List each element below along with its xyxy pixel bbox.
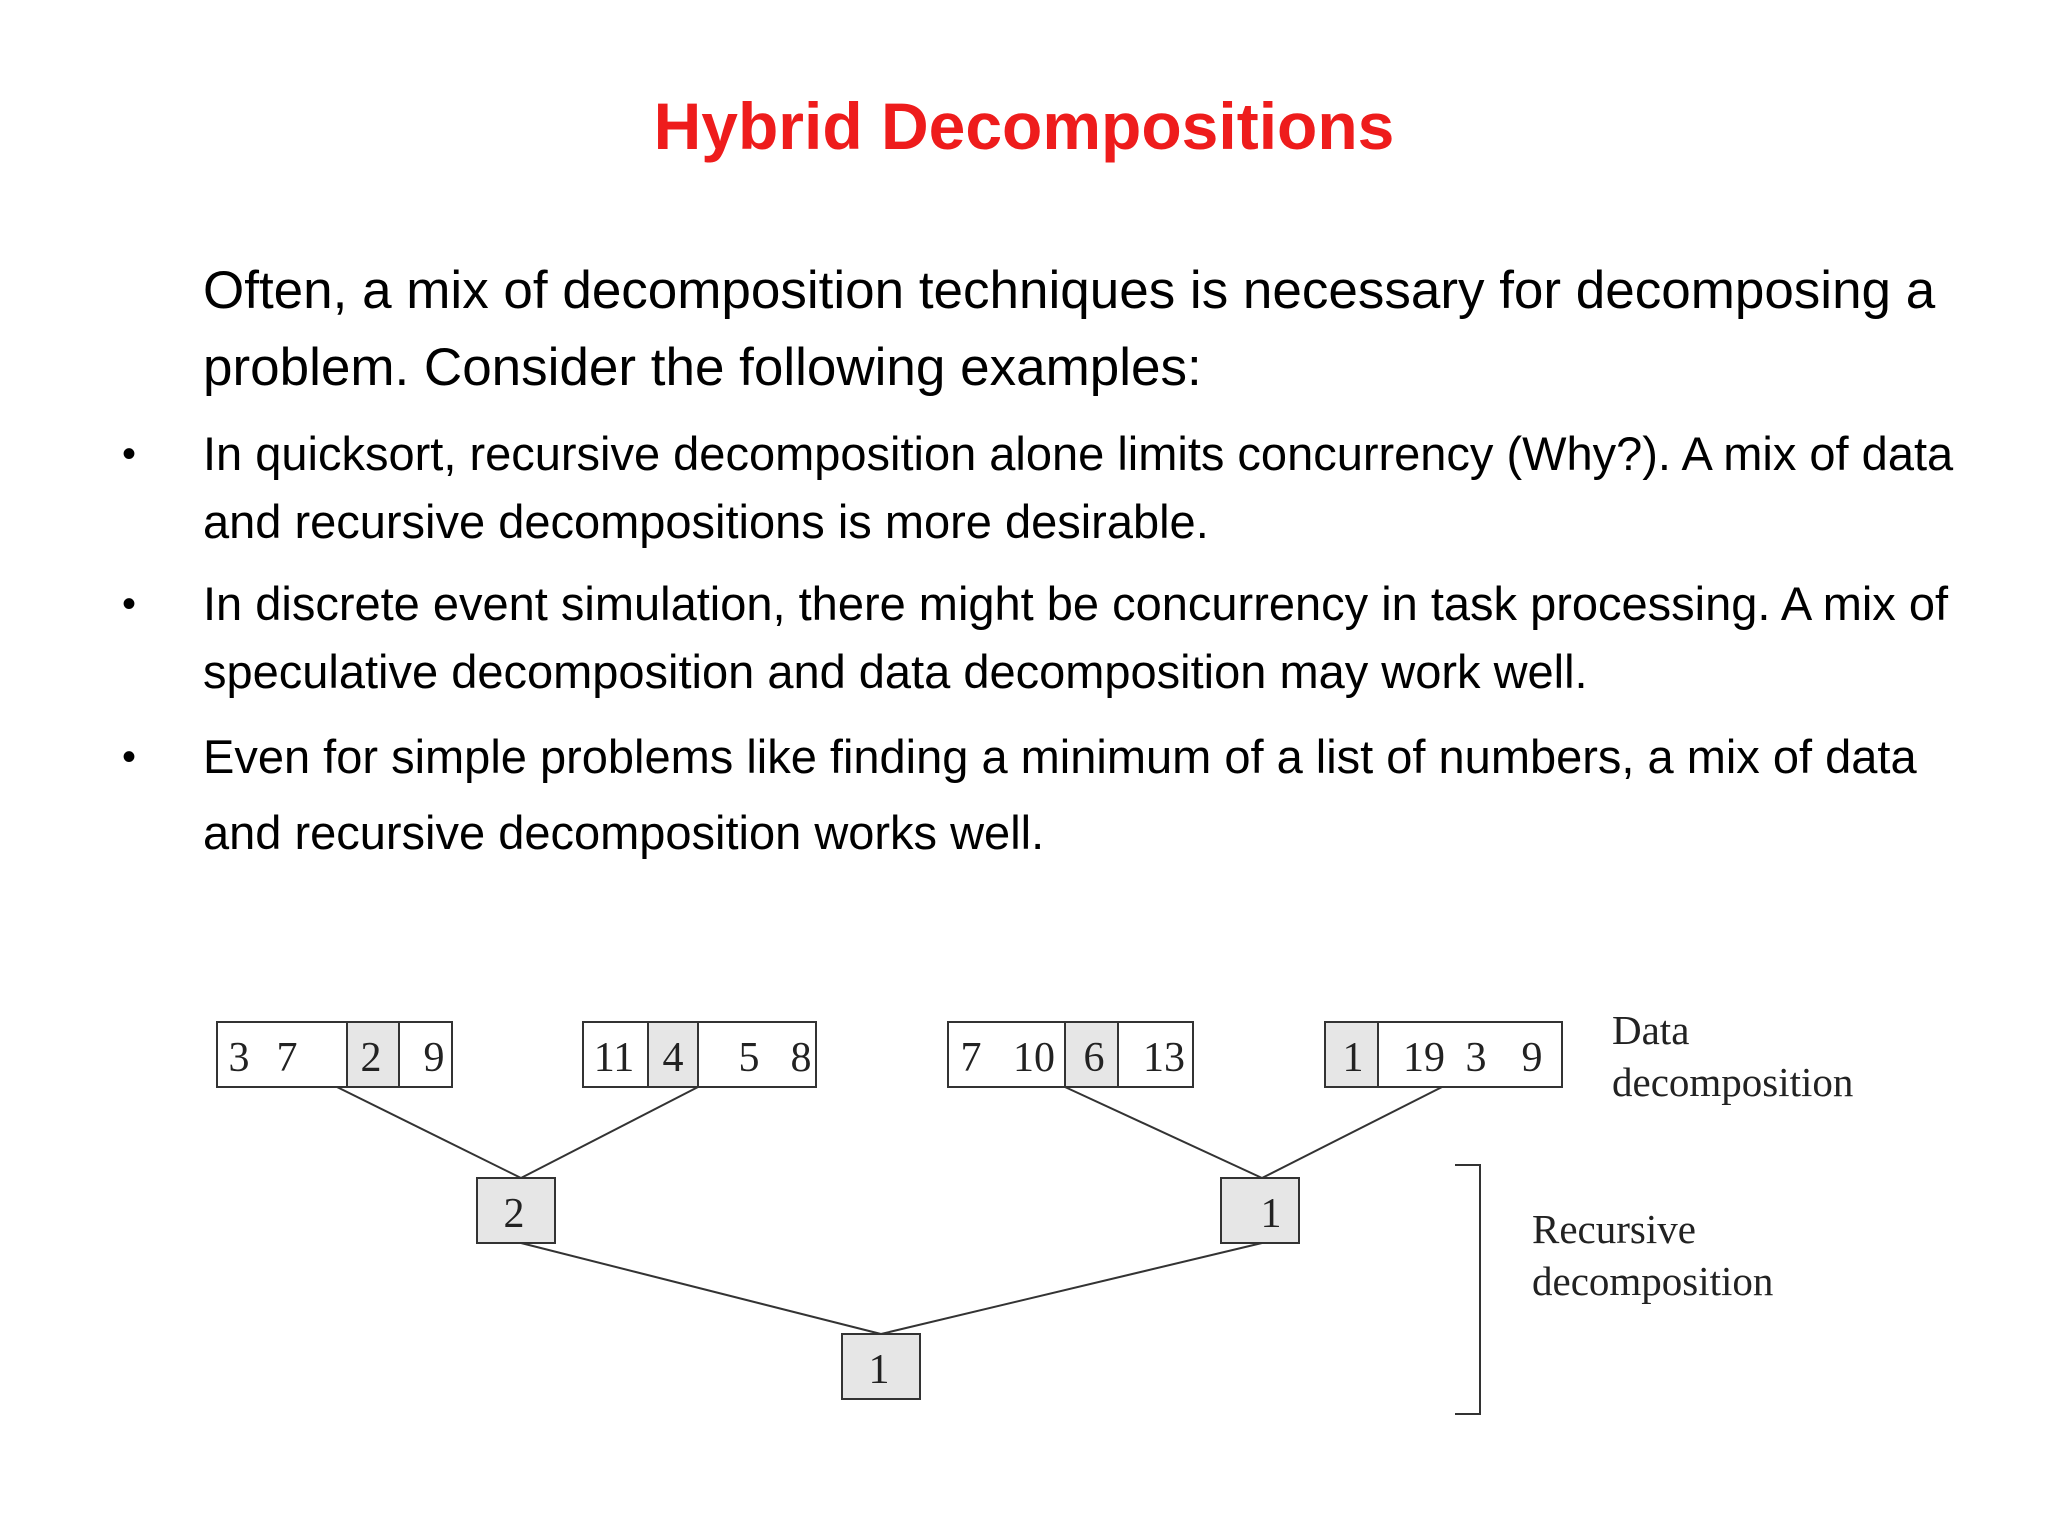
bullet-text: Even for simple problems like finding a minimum of a list of numbers, a mix of data and recursive decomposition works well. — [203, 730, 1917, 859]
array-cell-value: 6 — [1083, 1035, 1105, 1081]
recursive-label-line2: decomposition — [1532, 1258, 1774, 1304]
array-cell-value: 2 — [360, 1035, 382, 1081]
array-cell-value: 9 — [423, 1035, 445, 1081]
bullet-text: In quicksort, recursive decomposition alone limits concurrency (Why?). A mix of data and recursive decompositions is more desirable. — [203, 427, 1954, 548]
array-cell-value: 8 — [790, 1035, 812, 1081]
diagram-labels — [1455, 1007, 1853, 1414]
array-cell-value: 7 — [276, 1035, 298, 1081]
array-cell-value: 13 — [1143, 1035, 1185, 1081]
array-cell-value: 1 — [1342, 1035, 1364, 1081]
data-array — [1325, 1022, 1562, 1087]
recursive-label-line1: Recursive — [1532, 1206, 1696, 1252]
bullet-dot-icon: • — [122, 432, 137, 476]
array-cell-value: 11 — [593, 1035, 635, 1081]
recursive-bracket — [1455, 1165, 1480, 1414]
array-cell-value: 3 — [1465, 1035, 1487, 1081]
tree-node-value: 1 — [1260, 1191, 1282, 1237]
intro-paragraph: Often, a mix of decomposition techniques is necessary for decomposing a problem. Consider the following examples: — [203, 261, 1936, 397]
data-array — [583, 1022, 816, 1087]
tree-node-value: 2 — [503, 1191, 525, 1237]
slide-title: Hybrid Decompositions — [653, 89, 1395, 163]
bullet-text: In discrete event simulation, there might be concurrency in task processing. A mix of speculative decomposition and data decomposition may work well. — [203, 577, 1949, 698]
tree-nodes — [477, 1178, 1299, 1399]
tree-edge — [337, 1087, 521, 1178]
array-cell-value: 10 — [1013, 1035, 1055, 1081]
array-cell-value: 7 — [960, 1035, 982, 1081]
data-arrays — [217, 1022, 1562, 1087]
tree-edge — [521, 1087, 698, 1178]
tree-edge — [1262, 1087, 1442, 1178]
array-cell-value: 4 — [662, 1035, 684, 1081]
data-label-line2: decomposition — [1612, 1059, 1854, 1105]
array-cell-value: 3 — [228, 1035, 250, 1081]
tree-edge — [881, 1243, 1262, 1334]
array-cell-value: 5 — [738, 1035, 760, 1081]
tree-edge — [521, 1243, 881, 1334]
array-cell-value: 9 — [1521, 1035, 1543, 1081]
tree-edge — [1065, 1087, 1262, 1178]
array-cell-value: 19 — [1403, 1035, 1445, 1081]
data-label-line1: Data — [1612, 1007, 1690, 1053]
bullet-dot-icon: • — [122, 582, 137, 626]
data-array — [948, 1022, 1193, 1087]
root-node-value: 1 — [868, 1347, 890, 1393]
array-box — [217, 1022, 452, 1087]
data-array — [217, 1022, 452, 1087]
bullet-dot-icon: • — [122, 735, 137, 779]
